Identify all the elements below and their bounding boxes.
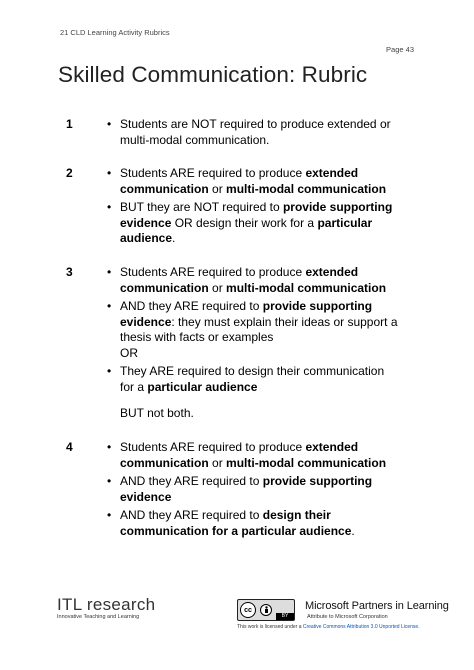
license-notice bbox=[237, 624, 420, 630]
emphasis-text: design their communication for a particular audience bbox=[120, 508, 352, 538]
level-bullets bbox=[107, 117, 399, 151]
level-number: 3 bbox=[66, 265, 73, 279]
emphasis-text: particular audience bbox=[147, 379, 258, 394]
bullet-text: Students ARE required to produce bbox=[120, 440, 306, 454]
bullet-text: or bbox=[208, 280, 227, 295]
level-bullets bbox=[107, 440, 399, 542]
bullet-text: OR bbox=[120, 345, 138, 360]
page-number: Page 43 bbox=[386, 45, 414, 54]
rubric-bullet bbox=[107, 265, 399, 296]
bullet-text: : they must explain their ideas or support a thesis with facts or examples bbox=[120, 314, 398, 344]
license-suffix: . bbox=[418, 624, 420, 630]
bullet-text: . bbox=[351, 523, 355, 538]
bullet-text: or bbox=[208, 455, 227, 470]
mspl-wordmark: Microsoft Partners in Learning bbox=[305, 600, 449, 612]
rubric-bullet bbox=[107, 364, 399, 395]
level-bullets bbox=[107, 166, 399, 250]
itl-logo-wordmark: ITL research bbox=[57, 595, 156, 614]
bullet-text: OR design their work for a bbox=[171, 215, 318, 230]
emphasis-text: multi-modal communication bbox=[226, 280, 387, 295]
bullet-text: BUT they are NOT required to bbox=[120, 200, 283, 214]
level-number: 4 bbox=[66, 440, 73, 454]
bullet-text: Students are NOT required to produce extended or multi-modal communication. bbox=[120, 117, 391, 147]
emphasis-text: provide supporting evidence bbox=[120, 474, 373, 504]
bullet-text: They ARE required to design their communication for a bbox=[120, 364, 385, 394]
bullet-text: or bbox=[208, 181, 227, 196]
emphasis-text: extended communication bbox=[120, 265, 359, 295]
bullet-text: Students ARE required to produce bbox=[120, 265, 306, 279]
emphasis-text: multi-modal communication bbox=[226, 455, 387, 470]
rubric-bullet bbox=[107, 166, 399, 197]
level-bullets bbox=[107, 265, 399, 398]
bullet-text: AND they ARE required to bbox=[120, 508, 263, 522]
emphasis-text: provide supporting evidence bbox=[120, 200, 393, 230]
emphasis-text: extended communication bbox=[120, 440, 359, 470]
level-note: BUT not both. bbox=[120, 406, 194, 420]
license-prefix: This work is licensed under a bbox=[237, 624, 303, 630]
bullet-text: . bbox=[172, 231, 176, 245]
emphasis-text: extended communication bbox=[120, 166, 359, 196]
rubric-bullet bbox=[107, 200, 399, 247]
document-header-title: 21 CLD Learning Activity Rubrics bbox=[60, 28, 170, 37]
rubric-bullet bbox=[107, 299, 399, 361]
rubric-bullet bbox=[107, 117, 399, 148]
emphasis-text: particular audience bbox=[120, 215, 373, 245]
bullet-text: Students ARE required to produce bbox=[120, 166, 306, 180]
mspl-attribution: Attribute to Microsoft Corporation bbox=[307, 614, 388, 620]
attribution-person-icon bbox=[260, 604, 272, 616]
level-number: 2 bbox=[66, 166, 73, 180]
rubric-bullet bbox=[107, 474, 399, 505]
microsoft-partners-logo bbox=[305, 600, 449, 620]
rubric-bullet bbox=[107, 440, 399, 471]
cc-icon: cc bbox=[240, 602, 256, 618]
bullet-text: AND they ARE required to bbox=[120, 299, 263, 313]
itl-research-logo bbox=[57, 596, 155, 620]
bullet-text: AND they ARE required to bbox=[120, 474, 263, 488]
level-number: 1 bbox=[66, 117, 73, 131]
creative-commons-badge bbox=[237, 599, 295, 621]
emphasis-text: multi-modal communication bbox=[226, 181, 387, 196]
page-title: Skilled Communication: Rubric bbox=[58, 62, 368, 87]
emphasis-text: provide supporting evidence bbox=[120, 299, 373, 329]
rubric-bullet bbox=[107, 508, 399, 539]
by-label: BY bbox=[276, 613, 294, 620]
license-link[interactable]: Creative Commons Attribution 3.0 Unported License bbox=[302, 624, 419, 630]
itl-logo-tagline: Innovative Teaching and Learning bbox=[57, 614, 140, 620]
